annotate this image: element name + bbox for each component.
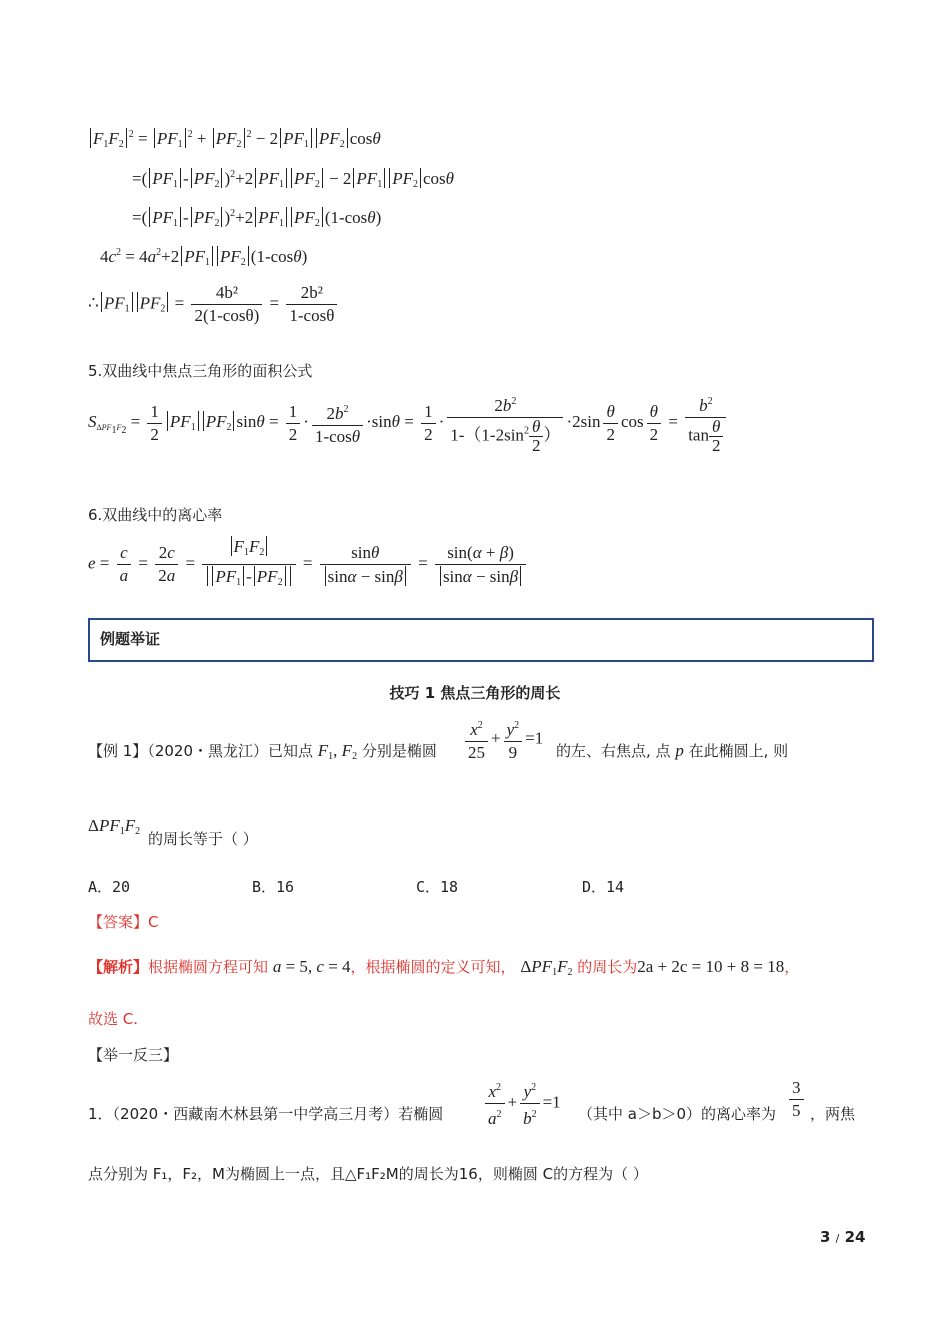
analysis-end: ， — [784, 958, 800, 976]
option-b[interactable]: B．16 — [252, 878, 295, 896]
derivation-line-4: $4c^2 = 4a^2+2$ $PF_1$ $PF_2$ (1-cosθ) — [100, 247, 308, 268]
practice-q1-line1 — [88, 1103, 443, 1124]
triangle-symbol: $\Delta PF_1F_2$ — [88, 816, 141, 837]
eccentricity-formula: e = $\frac{c}{a}$ = $\frac{2c}{2a}$ = $\frac{F_1F_2}{PF_1 - PF_2}$ = $\frac{\sin\theta}{\sin\alpha - \sin\beta}$ = $\frac{\sin(\alpha + \beta)}{\sin\alpha - \sin\beta}$ — [88, 536, 529, 593]
example1-after2: 在此椭圆上, 则 — [688, 742, 789, 760]
analysis-equation: 2a + 2c = 10 + 8 = 18 — [637, 957, 785, 976]
frac-den-1: 2(1-cosθ) — [194, 306, 260, 325]
example1-line1: 【例 1】（2020・黑龙江）已知点 $F_1$, $F_2$ 分别是椭圆 — [88, 741, 437, 762]
page-separator: / — [835, 1232, 840, 1245]
derivation-line-1: $F_1F_2^2 = PF_1^2 + PF_2^2 - 2$ $PF_1$ $PF_2$ cosθ — [88, 128, 381, 150]
section6-title: 6.双曲线中的离心率 — [88, 506, 223, 524]
practice-q1-line2: 点分别为 F₁，F₂，M为椭圆上一点，且△F₁F₂M的周长为16，则椭圆 C的方程为（ ） — [88, 1165, 648, 1183]
page-current: 3 — [820, 1228, 831, 1246]
ellipse-equation: $\frac{x^2}{25}$ + $\frac{y^2}{9}$ =1 — [462, 716, 543, 763]
analysis-line2: 故选 C. — [88, 1010, 139, 1028]
example1-line1-tail: 的左、右焦点, 点 p 在此椭圆上, 则 — [556, 741, 789, 760]
analysis-part-3: 的周长为 — [577, 958, 638, 976]
frac-num-1: 4b² — [191, 283, 262, 305]
practice-tag: 【举一反三】 — [88, 1046, 179, 1064]
analysis-part-1: 根据椭圆方程可知 — [148, 958, 269, 976]
page-total: 24 — [844, 1228, 866, 1246]
option-c[interactable]: C．18 — [416, 878, 459, 896]
section5-title: 5.双曲线中焦点三角形的面积公式 — [88, 362, 313, 380]
example-header-label: 例题举证 — [100, 630, 161, 648]
q1-source: （2020・西藏南木林县第一中学高三月考）若椭圆 — [112, 1105, 444, 1123]
page-number — [820, 1228, 866, 1246]
derivation-line-2: =( $PF_1 - PF_2$ )$^2$+2 $PF_1$ $PF_2 - 2$ $PF_1$ $PF_2$ cosθ — [132, 169, 454, 190]
area-formula: $S_{\Delta PF_1F_2}$ = $\frac{1}{2}$ $PF_1$ $PF_2$ sinθ = $\frac{1}{2}$ · $\frac{2b^2}{1-\cos\theta}$ ·sinθ = $\frac{1}{2}$ · $2b^2$ $1-(1-2\sin^2$ $\frac{\theta}{2}$ ） ·2sin $\frac{\theta}{2}$ cos $\frac{\theta}{2}$ = $b^2$ tan $\frac{\theta}{2}$ — [88, 392, 729, 454]
example1-after: 的左、右焦点, 点 — [556, 742, 671, 760]
option-a[interactable]: A．20 — [88, 878, 131, 896]
example1-tag: 【例 1】 — [88, 742, 148, 760]
derivation-line-5: ∴ $PF_1$ $PF_2$ = $\frac{\text{4b²}}{2(1-\cos\theta)}$ = $\frac{\text{2b²}}{1-\cos\theta}$ — [88, 283, 340, 326]
frac-num-2: 2b² — [286, 283, 337, 305]
example1-analysis: 【解析】根据椭圆方程可知 a = 5, c = 4，根据椭圆的定义可知， $\Delta PF_1F_2$ 的周长为2a + 2c = 10 + 8 = 18， — [88, 957, 800, 978]
analysis-tag: 【解析】 — [88, 958, 149, 976]
example-header-box — [88, 618, 874, 662]
frac-den-2: 1-cosθ — [289, 306, 335, 325]
q1-tail: ，两焦 — [810, 1105, 856, 1123]
analysis-part-2: ，根据椭圆的定义可知， — [350, 958, 516, 976]
example1-source: （2020・黑龙江）已知点 — [147, 742, 313, 760]
skill-title: 技巧 1 焦点三角形的周长 — [389, 684, 561, 702]
example1-line2: 的周长等于（ ） — [148, 830, 258, 848]
option-d[interactable]: D．14 — [582, 878, 625, 896]
q1-ellipse-equation: $\frac{x^2}{a^2}$ + $\frac{y^2}{b^2}$ =1 — [482, 1078, 561, 1129]
example1-mid: 分别是椭圆 — [361, 742, 437, 760]
q1-number: 1． — [88, 1105, 113, 1123]
example1-answer: 【答案】C — [88, 913, 159, 931]
q1-condition: （其中 a＞b＞0）的离心率为 — [578, 1105, 777, 1123]
derivation-line-3: =( $PF_1 - PF_2$ )$^2$+2 $PF_1$ $PF_2$ (1-cosθ) — [132, 208, 382, 229]
q1-eccentricity: $\frac{3}{5}$ — [786, 1078, 807, 1121]
